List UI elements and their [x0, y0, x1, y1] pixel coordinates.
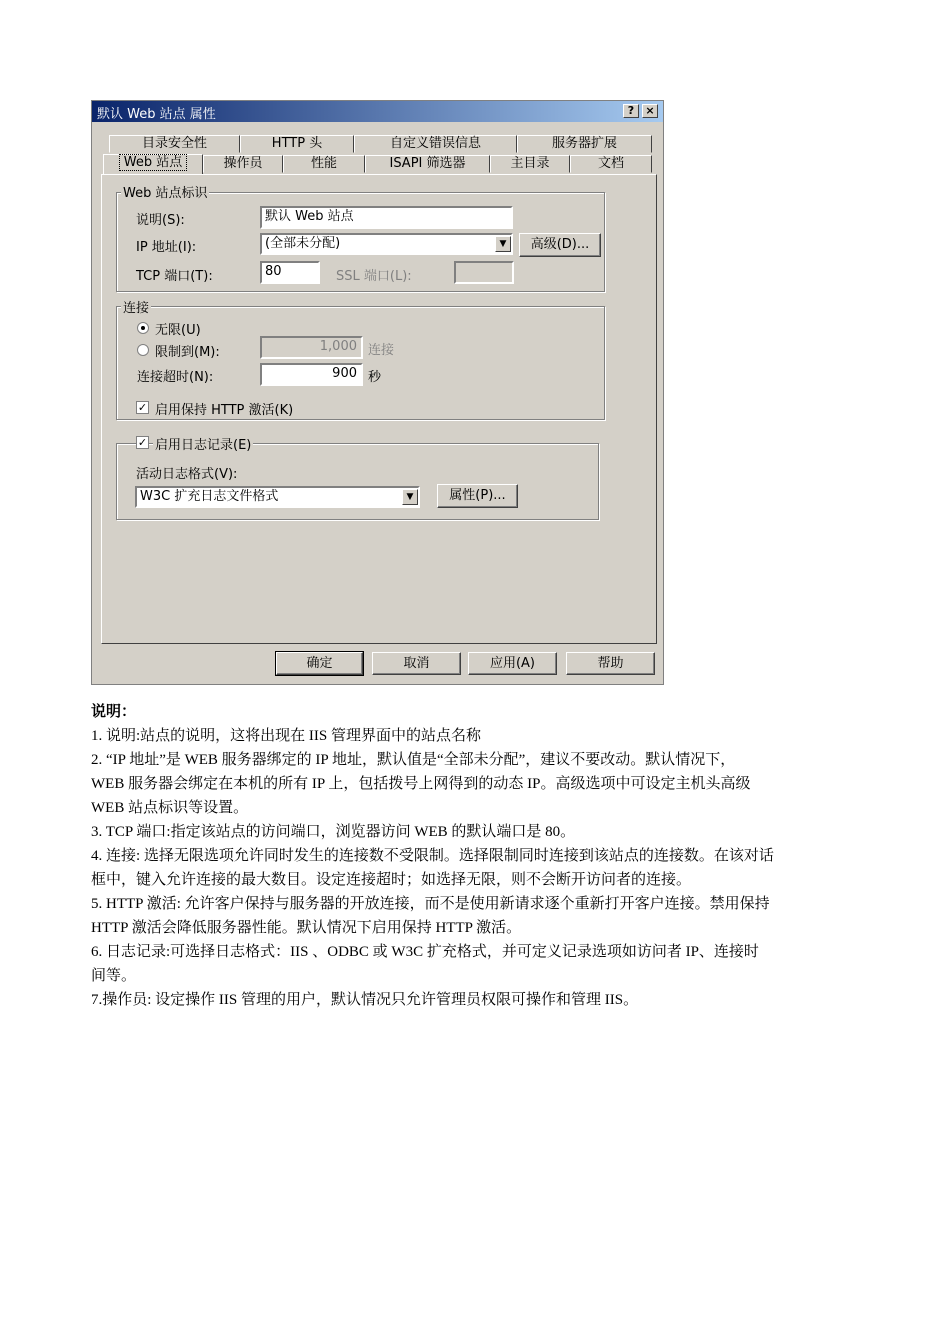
- tab-operators[interactable]: 操作员: [203, 155, 283, 173]
- ssl-port-input[interactable]: [454, 261, 514, 284]
- notes-section: [91, 700, 871, 1012]
- notes-line: HTTP 激活会降低服务器性能。默认情况下启用保持 HTTP 激活。: [91, 920, 522, 936]
- site-identification-legend: Web 站点标识: [121, 182, 209, 201]
- cancel-button[interactable]: 取消: [372, 652, 461, 675]
- notes-line: 7.操作员: 设定操作 IIS 管理的用户，默认情况只允许管理员权限可操作和管理 IIS。: [91, 992, 639, 1008]
- help-footer-button[interactable]: 帮助: [566, 652, 655, 675]
- notes-line: WEB 站点标识等设置。: [91, 800, 249, 816]
- advanced-button[interactable]: 高级(D)...: [519, 233, 601, 257]
- timeout-unit: 秒: [368, 370, 382, 385]
- close-button[interactable]: ×: [642, 104, 658, 118]
- connection-limit-unit: 连接: [368, 343, 395, 358]
- tab-home-directory[interactable]: 主目录: [490, 155, 570, 173]
- unlimited-radio[interactable]: [137, 322, 149, 334]
- limited-radio[interactable]: [137, 344, 149, 356]
- ip-address-value: (全部未分配): [265, 236, 341, 251]
- ip-address-select[interactable]: [260, 233, 513, 255]
- chevron-down-icon[interactable]: ▼: [495, 236, 511, 252]
- notes-line: 4. 连接: 选择无限选项允许同时发生的连接数不受限制。选择限制同时连接到该站点的连接数。在该对话: [91, 848, 774, 864]
- notes-line: 间等。: [91, 968, 137, 984]
- tab-performance[interactable]: 性能: [283, 155, 365, 173]
- notes-line: WEB 服务器会绑定在本机的所有 IP 上，包括拨号上网得到的动态 IP。高级选项中可设定主机头高级: [91, 776, 751, 792]
- notes-line: 6. 日志记录:可选择日志格式：IIS 、ODBC 或 W3C 扩充格式，并可定义记录选项如访问者 IP、连接时: [91, 944, 759, 960]
- tab-custom-errors[interactable]: 自定义错误信息: [354, 135, 517, 153]
- enable-logging-checkbox[interactable]: ✓: [137, 436, 148, 449]
- chevron-down-icon[interactable]: ▼: [402, 489, 418, 505]
- tab-web-site-label: Web 站点: [119, 154, 187, 171]
- notes-line: 5. HTTP 激活: 允许客户保持与服务器的开放连接，而不是使用新请求逐个重新打开客户连接。禁用保持: [91, 896, 770, 912]
- log-properties-button[interactable]: 属性(P)...: [437, 484, 518, 508]
- ok-button[interactable]: 确定: [276, 652, 363, 675]
- notes-line: 3. TCP 端口:指定该站点的访问端口，浏览器访问 WEB 的默认端口是 80。: [91, 824, 576, 840]
- log-format-select[interactable]: [135, 486, 420, 508]
- notes-line: 2. “IP 地址”是 WEB 服务器绑定的 IP 地址，默认值是“全部未分配”，建议不要改动。默认情况下，: [91, 752, 736, 768]
- tab-server-extensions[interactable]: 服务器扩展: [517, 135, 652, 153]
- notes-heading: 说明：: [91, 704, 137, 720]
- description-label: 说明(S):: [136, 213, 185, 228]
- help-button[interactable]: ?: [623, 104, 639, 118]
- connections-legend: 连接: [121, 297, 151, 316]
- window-title: 默认 Web 站点 属性: [97, 107, 216, 122]
- unlimited-label: 无限(U): [155, 323, 201, 338]
- description-input[interactable]: 默认 Web 站点: [260, 206, 513, 229]
- ip-address-label: IP 地址(I):: [136, 240, 197, 255]
- tab-isapi-filters[interactable]: ISAPI 筛选器: [365, 155, 490, 173]
- tab-http-headers[interactable]: HTTP 头: [240, 135, 354, 153]
- log-format-label: 活动日志格式(V):: [136, 467, 238, 482]
- tab-documents[interactable]: 文档: [570, 155, 652, 173]
- connection-limit-input[interactable]: 1,000: [260, 336, 363, 359]
- keepalive-label: 启用保持 HTTP 激活(K): [155, 403, 294, 418]
- log-format-value: W3C 扩充日志文件格式: [140, 489, 279, 504]
- tab-web-site[interactable]: [103, 154, 203, 175]
- limited-label: 限制到(M):: [155, 345, 220, 360]
- tcp-port-input[interactable]: 80: [260, 261, 320, 284]
- tab-directory-security[interactable]: 目录安全性: [109, 135, 240, 153]
- timeout-input[interactable]: 900: [260, 363, 363, 386]
- keepalive-checkbox[interactable]: ✓: [137, 401, 148, 414]
- apply-button[interactable]: 应用(A): [468, 652, 557, 675]
- notes-line: 1. 说明:站点的说明，这将出现在 IIS 管理界面中的站点名称: [91, 728, 482, 744]
- title-bar[interactable]: [92, 101, 663, 122]
- ssl-port-label: SSL 端口(L):: [336, 269, 412, 284]
- tcp-port-label: TCP 端口(T):: [136, 269, 213, 284]
- notes-line: 框中，键入允许连接的最大数目。设定连接超时；如选择无限，则不会断开访问者的连接。: [91, 872, 692, 888]
- properties-dialog: [91, 100, 664, 685]
- timeout-label: 连接超时(N):: [137, 370, 214, 385]
- enable-logging-label: 启用日志记录(E): [153, 434, 253, 453]
